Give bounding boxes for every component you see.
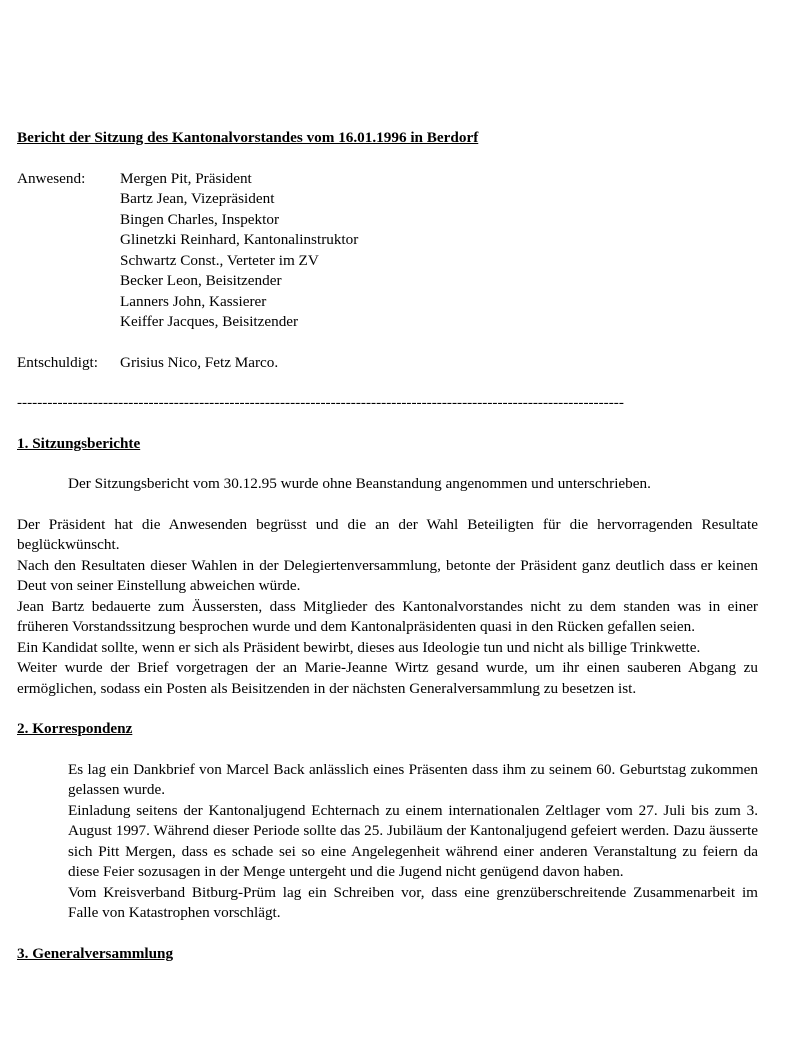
present-member: Glinetzki Reinhard, Kantonalinstruktor xyxy=(120,231,359,248)
excused-block xyxy=(17,353,758,374)
section2-body xyxy=(17,760,758,924)
section-heading-generalversammlung: 3. Generalversammlung xyxy=(17,944,174,962)
present-member: Bartz Jean, Vizepräsident xyxy=(120,190,275,207)
paragraph: Der Präsident hat die Anwesenden begrüsst und die an der Wahl Beteiligten für die hervorragenden Resultate beglückwünscht. xyxy=(17,515,758,553)
paragraph: Jean Bartz bedauerte zum Äussersten, dass Mitglieder des Kantonalvorstandes nicht zu dem standen was in einer früheren Vorstandssitzung besprochen wurde und dem Kantonalpräsidenten quasi in den Rücken gefallen seien. xyxy=(17,597,758,635)
present-member: Becker Leon, Beisitzender xyxy=(120,272,282,289)
excused-label: Entschuldigt: xyxy=(17,353,98,371)
document-page xyxy=(17,128,758,984)
present-member: Schwartz Const., Verteter im ZV xyxy=(120,251,319,269)
attendance-block xyxy=(17,169,758,333)
present-member: Mergen Pit, Präsident xyxy=(120,169,252,187)
present-member: Lanners John, Kassierer xyxy=(120,292,267,310)
present-label: Anwesend: xyxy=(17,169,86,187)
paragraph: Vom Kreisverband Bitburg-Prüm lag ein Schreiben vor, dass eine grenzüberschreitende Zusammenarbeit im Falle von Katastrophen vorschlägt. xyxy=(68,883,758,921)
section-heading-sitzungsberichte: 1. Sitzungsberichte xyxy=(17,434,141,452)
paragraph: Weiter wurde der Brief vorgetragen der an Marie-Jeanne Wirtz gesand wurde, um ihr einen sauberen Abgang zu ermöglichen, sodass ein Posten als Beisitzenden in der nächsten Generalversammlung zu besetzen ist. xyxy=(17,659,758,697)
paragraph: Nach den Resultaten dieser Wahlen in der Delegiertenversammlung, betonte der Präsident ganz deutlich dass er keinen Deut von seiner Einstellung abweichen würde. xyxy=(17,556,758,594)
section-heading-korrespondenz: 2. Korrespondenz xyxy=(17,720,133,737)
dashed-separator: ------------------------------------------------------------------------------------------------------------------------ xyxy=(17,394,624,411)
paragraph: Es lag ein Dankbrief von Marcel Back anlässlich eines Präsenten dass ihm zu seinem 60. Geburtstag zukommen gelassen wurde. xyxy=(68,760,758,798)
paragraph: Einladung seitens der Kantonaljugend Echternach zu einem internationalen Zeltlager vom 27. Juli bis zum 3. August 1997. Während dieser Periode sollte das 25. Jubiläum der Kantonaljugend gefeiert werden. Dazu äusserte sich Pitt Mergen, dass es schade sei so eine Angelegenheit während einer anderen Veranstaltung zu feiern da diese Feier sozusagen in der Menge untergeht und die Jugend nicht genügend davon haben. xyxy=(68,801,758,880)
section1-body xyxy=(17,515,758,700)
present-member: Keiffer Jacques, Beisitzender xyxy=(120,313,299,330)
report-title: Bericht der Sitzung des Kantonalvorstandes vom 16.01.1996 in Berdorf xyxy=(17,129,479,146)
section1-intro: Der Sitzungsbericht vom 30.12.95 wurde ohne Beanstandung angenommen und unterschrieben. xyxy=(68,475,651,492)
excused-names: Grisius Nico, Fetz Marco. xyxy=(120,353,279,371)
present-list xyxy=(120,169,758,333)
present-member: Bingen Charles, Inspektor xyxy=(120,210,280,228)
paragraph: Ein Kandidat sollte, wenn er sich als Präsident bewirbt, dieses aus Ideologie tun und nicht als billige Trinkwette. xyxy=(17,638,701,656)
